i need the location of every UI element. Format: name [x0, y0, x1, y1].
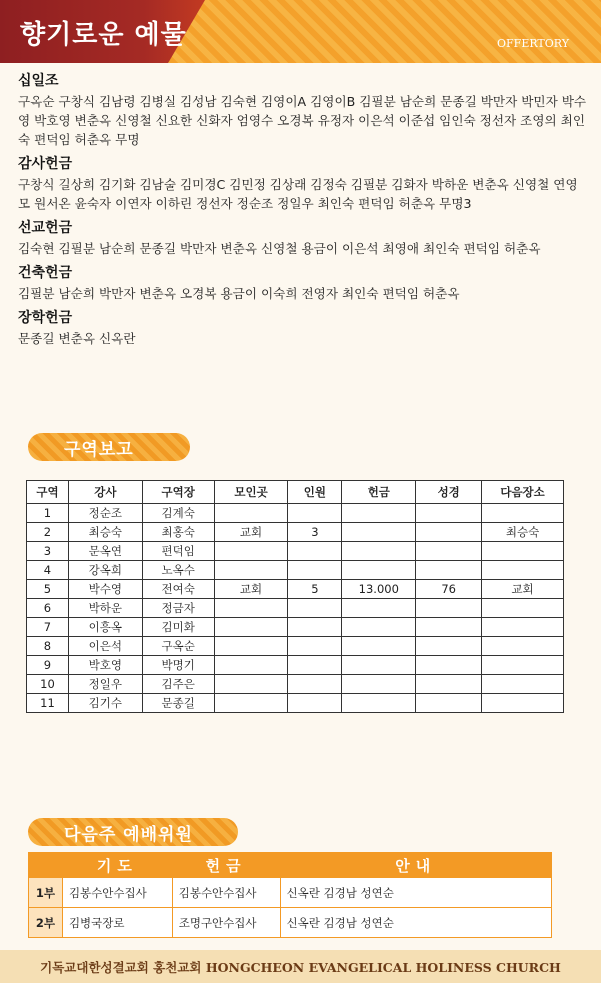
table-cell: 구옥순	[142, 637, 214, 656]
table-cell: 7	[27, 618, 69, 637]
table-cell: 박명기	[142, 656, 214, 675]
table-cell	[342, 523, 416, 542]
table-cell	[482, 656, 564, 675]
table-cell	[214, 504, 288, 523]
table-cell: 정금자	[142, 599, 214, 618]
column-header: 성경	[416, 481, 482, 504]
table-row	[27, 637, 564, 656]
table-cell: 교회	[482, 580, 564, 599]
table-cell	[342, 656, 416, 675]
table-cell	[342, 637, 416, 656]
table-cell	[288, 694, 342, 713]
table-cell: 9	[27, 656, 69, 675]
table-cell	[416, 504, 482, 523]
table-cell: 김미화	[142, 618, 214, 637]
table-cell	[288, 618, 342, 637]
table-cell: 이은석	[68, 637, 142, 656]
table-cell: 정순조	[68, 504, 142, 523]
column-header: 구역장	[142, 481, 214, 504]
offering-section	[18, 217, 588, 258]
table-cell: 박호영	[68, 656, 142, 675]
table-cell	[482, 675, 564, 694]
offering-title: 건축헌금	[18, 265, 73, 281]
table-cell	[214, 561, 288, 580]
table-cell	[288, 504, 342, 523]
offering-names: 구옥순 구창식 김남령 김병실 김성남 김숙현 김영이A 김영이B 김필분 남순희 문종길 박만자 박민자 박수영 박호영 변춘옥 신영철 신요한 신화자 엄영수 오경복 유정자 이은석 이준섭 임인숙 정선자 조영의 최인숙 편덕임 허춘옥 무명	[18, 94, 587, 147]
offering-section	[18, 70, 588, 149]
table-cell	[288, 637, 342, 656]
worship-part: 1부	[29, 878, 63, 908]
worship-table	[28, 852, 552, 938]
church-footer: 기독교대한성결교회 홍천교회 HONGCHEON EVANGELICAL HOLINESS CHURCH	[0, 950, 601, 983]
table-cell	[342, 618, 416, 637]
worship-part: 2부	[29, 908, 63, 938]
usher-cell: 신옥란 김경남 성연순	[280, 908, 551, 938]
table-cell	[214, 618, 288, 637]
table-cell: 2	[27, 523, 69, 542]
table-cell	[416, 599, 482, 618]
table-cell: 1	[27, 504, 69, 523]
table-cell	[342, 542, 416, 561]
table-cell	[342, 561, 416, 580]
table-cell: 13.000	[342, 580, 416, 599]
table-cell: 편덕임	[142, 542, 214, 561]
column-header: 인원	[288, 481, 342, 504]
table-cell	[416, 618, 482, 637]
table-cell: 김주은	[142, 675, 214, 694]
offering-title: 십일조	[18, 73, 59, 89]
column-header: 안내	[280, 853, 551, 878]
worship-header-row	[29, 853, 552, 878]
table-row	[27, 694, 564, 713]
offering-names: 구창식 길상희 김기화 김남술 김미경C 김민정 김상래 김정숙 김필분 김화자 박하운 변춘옥 신영철 연영모 원서온 윤숙자 이연자 이하린 정선자 정순조 정일우 최인숙 편덕임 허춘옥 무명3	[18, 177, 578, 211]
table-cell	[288, 561, 342, 580]
offering-names: 김숙현 김필분 남순희 문종길 박만자 변춘옥 신영철 용금이 이은석 최영애 최인숙 편덕임 허춘옥	[18, 241, 541, 256]
page-title: 향기로운 예물	[20, 20, 187, 50]
table-cell: 11	[27, 694, 69, 713]
table-cell	[416, 656, 482, 675]
table-cell: 이흥옥	[68, 618, 142, 637]
table-cell	[214, 599, 288, 618]
table-cell: 문종길	[142, 694, 214, 713]
offering-title: 장학헌금	[18, 310, 73, 326]
table-row	[27, 656, 564, 675]
table-cell: 박수영	[68, 580, 142, 599]
offering-names: 김필분 남순희 박만자 변춘옥 오경복 용금이 이숙희 전영자 최인숙 편덕임 허춘옥	[18, 286, 460, 301]
usher-cell: 신옥란 김경남 성연순	[280, 878, 551, 908]
table-cell: 교회	[214, 580, 288, 599]
table-cell	[482, 694, 564, 713]
table-cell	[482, 618, 564, 637]
district-header-row	[27, 481, 564, 504]
table-cell: 10	[27, 675, 69, 694]
column-header: 헌금	[342, 481, 416, 504]
offering-title: 감사헌금	[18, 156, 73, 172]
table-row	[27, 580, 564, 599]
table-cell	[214, 637, 288, 656]
table-cell	[482, 504, 564, 523]
table-cell	[416, 542, 482, 561]
column-header: 강사	[68, 481, 142, 504]
table-cell	[288, 675, 342, 694]
table-cell	[342, 675, 416, 694]
table-cell	[416, 561, 482, 580]
table-row	[27, 618, 564, 637]
table-cell	[482, 542, 564, 561]
table-row	[29, 878, 552, 908]
table-cell	[416, 694, 482, 713]
page-header	[0, 0, 601, 63]
offering-section	[18, 153, 588, 213]
table-cell: 5	[288, 580, 342, 599]
table-row	[27, 542, 564, 561]
table-row	[27, 561, 564, 580]
table-cell	[288, 542, 342, 561]
offering-title: 선교헌금	[18, 220, 73, 236]
page-subtitle: OFFERTORY	[497, 37, 569, 50]
offering-list	[18, 70, 588, 352]
column-header: 헌금	[172, 853, 280, 878]
table-cell: 8	[27, 637, 69, 656]
table-cell: 6	[27, 599, 69, 618]
table-cell: 최승숙	[482, 523, 564, 542]
offering-cell: 조명구안수집사	[172, 908, 280, 938]
table-cell: 76	[416, 580, 482, 599]
table-cell	[482, 637, 564, 656]
table-row	[29, 908, 552, 938]
table-cell: 강옥희	[68, 561, 142, 580]
table-cell	[342, 504, 416, 523]
table-cell	[214, 675, 288, 694]
table-cell	[288, 599, 342, 618]
column-header: 기도	[62, 853, 172, 878]
table-cell: 문옥연	[68, 542, 142, 561]
table-cell	[416, 675, 482, 694]
table-cell: 김기수	[68, 694, 142, 713]
table-cell	[482, 561, 564, 580]
district-banner: 구역보고	[28, 433, 190, 461]
district-table	[26, 480, 564, 713]
prayer-cell: 김병국장로	[62, 908, 172, 938]
table-cell: 전여숙	[142, 580, 214, 599]
column-header: 모인곳	[214, 481, 288, 504]
table-cell	[416, 637, 482, 656]
table-row	[27, 523, 564, 542]
column-header: 구역	[27, 481, 69, 504]
table-cell: 3	[288, 523, 342, 542]
table-cell: 박하운	[68, 599, 142, 618]
offering-names: 문종길 변춘옥 신옥란	[18, 331, 136, 346]
table-cell	[482, 599, 564, 618]
worship-banner: 다음주 예배위원	[28, 818, 238, 846]
table-cell: 5	[27, 580, 69, 599]
offering-section	[18, 262, 588, 303]
table-cell: 교회	[214, 523, 288, 542]
table-cell: 최승숙	[68, 523, 142, 542]
offering-section	[18, 307, 588, 348]
table-cell: 노옥수	[142, 561, 214, 580]
table-cell	[342, 694, 416, 713]
table-cell	[416, 523, 482, 542]
table-cell	[214, 656, 288, 675]
table-cell: 정일우	[68, 675, 142, 694]
table-row	[27, 504, 564, 523]
table-cell	[288, 656, 342, 675]
table-row	[27, 675, 564, 694]
table-cell: 최홍숙	[142, 523, 214, 542]
table-cell	[214, 694, 288, 713]
table-row	[27, 599, 564, 618]
column-header	[29, 853, 63, 878]
table-cell: 3	[27, 542, 69, 561]
prayer-cell: 김봉수안수집사	[62, 878, 172, 908]
offering-cell: 김봉수안수집사	[172, 878, 280, 908]
table-cell	[342, 599, 416, 618]
table-cell	[214, 542, 288, 561]
table-cell: 김계숙	[142, 504, 214, 523]
table-cell: 4	[27, 561, 69, 580]
column-header: 다음장소	[482, 481, 564, 504]
